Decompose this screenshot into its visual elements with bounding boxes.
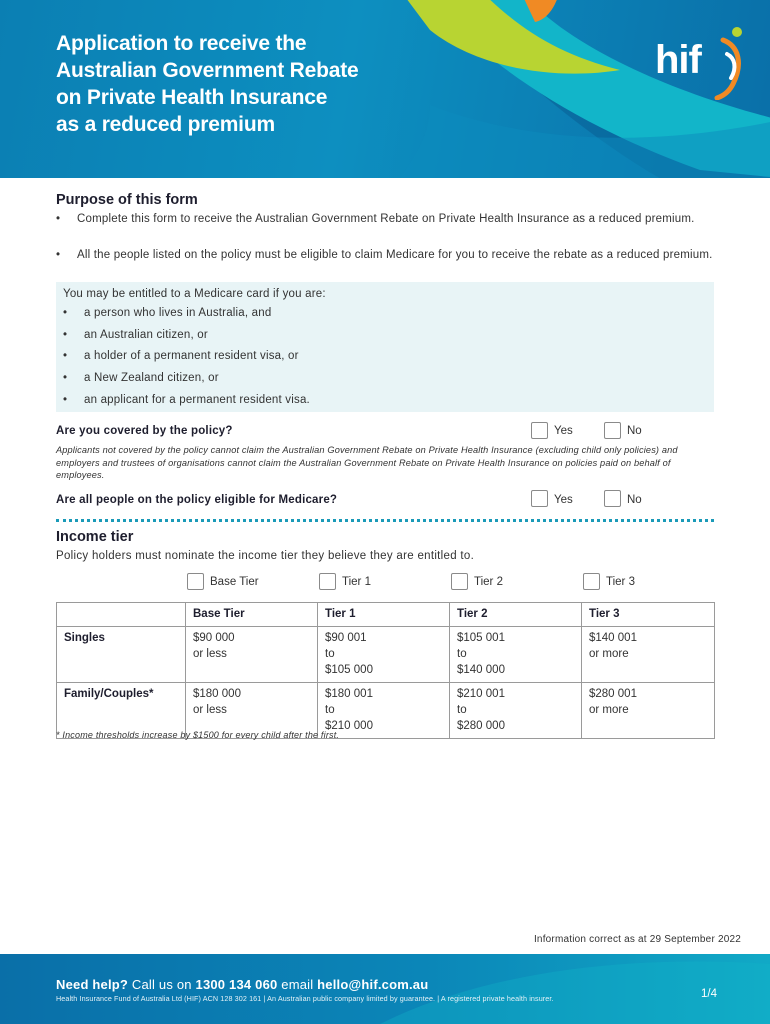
purpose-bullet-text: All the people listed on the policy must be eligible to claim Medicare for you to receive the rebate as a reduced premium.	[77, 249, 713, 261]
legal-text: Health Insurance Fund of Australia Ltd (HIF) ACN 128 302 161 | An Australian public company limited by guarantee. | A registered private health insurer.	[56, 994, 554, 1003]
call-text: Call us on	[131, 977, 192, 992]
tier-3-label: Tier 3	[606, 576, 635, 588]
email-link[interactable]: hello@hif.com.au	[317, 977, 429, 992]
purpose-bullet	[56, 248, 717, 263]
medicare-item-text: a holder of a permanent resident visa, or	[84, 350, 299, 362]
tier-2-checkbox[interactable]	[451, 573, 468, 590]
hif-logo-text: hif	[655, 38, 701, 82]
medicare-yes-checkbox[interactable]	[531, 490, 548, 507]
base-tier-checkbox[interactable]	[187, 573, 204, 590]
help-label: Need help?	[56, 977, 129, 992]
tier-3-checkbox[interactable]	[583, 573, 600, 590]
bullet-dot: •	[56, 213, 61, 225]
table-cell: $105 001 to $140 000	[450, 627, 582, 683]
tier-1-checkbox[interactable]	[319, 573, 336, 590]
table-header-cell: Tier 1	[318, 603, 450, 627]
table-cell: $140 001 or more	[582, 627, 715, 683]
table-header-cell: Tier 2	[450, 603, 582, 627]
table-header-row	[57, 603, 715, 627]
purpose-bullet	[56, 212, 717, 227]
form-title: Application to receive the Australian Government Rebate on Private Health Insurance as a reduced premium	[56, 32, 359, 136]
covered-no-label: No	[627, 425, 642, 437]
row-label: Family/Couples*	[57, 683, 186, 739]
phone-link[interactable]: 1300 134 060	[195, 977, 278, 992]
hif-figure-icon	[713, 24, 749, 100]
table-cell: $180 000 or less	[186, 683, 318, 739]
medicare-item: • a holder of a permanent resident visa, or	[63, 350, 299, 362]
medicare-item: • a person who lives in Australia, and	[63, 307, 272, 319]
medicare-item: • a New Zealand citizen, or	[63, 372, 219, 384]
table-header-cell: Base Tier	[186, 603, 318, 627]
medicare-question: Are all people on the policy eligible for Medicare?	[56, 494, 338, 506]
hif-logo	[655, 24, 750, 104]
table-cell: $210 001 to $280 000	[450, 683, 582, 739]
medicare-item-text: a New Zealand citizen, or	[84, 372, 219, 384]
covered-question: Are you covered by the policy?	[56, 425, 233, 437]
covered-note: Applicants not covered by the policy cannot claim the Australian Government Rebate on Private Health Insurance (excluding child only policies) and employers and trustees of organisations cannot claim the Australian Government Rebate on Private Health Insurance on policies paid on behalf of employees.	[56, 445, 678, 480]
table-row	[57, 627, 715, 683]
email-text: email	[281, 977, 314, 992]
covered-yes-checkbox[interactable]	[531, 422, 548, 439]
table-header-cell	[57, 603, 186, 627]
bullet-dot: •	[56, 249, 61, 261]
medicare-item: • an Australian citizen, or	[63, 329, 208, 341]
table-cell: $90 001 to $105 000	[318, 627, 450, 683]
medicare-yes-label: Yes	[554, 494, 573, 506]
help-line	[56, 977, 428, 992]
medicare-box-intro: You may be entitled to a Medicare card if you are:	[63, 288, 326, 300]
table-cell: $90 000 or less	[186, 627, 318, 683]
income-tier-heading: Income tier	[56, 529, 134, 545]
income-footnote: * Income thresholds increase by $1500 for every child after the first.	[56, 730, 340, 740]
tier-1-label: Tier 1	[342, 576, 371, 588]
base-tier-label: Base Tier	[210, 576, 259, 588]
medicare-item: • an applicant for a permanent resident visa.	[63, 394, 310, 406]
income-tier-table	[56, 602, 715, 739]
tier-2-label: Tier 2	[474, 576, 503, 588]
info-correct-date: Information correct as at 29 September 2022	[533, 934, 741, 945]
medicare-no-label: No	[627, 494, 642, 506]
row-label: Singles	[57, 627, 186, 683]
medicare-eligibility-box	[56, 282, 714, 412]
income-tier-subtext: Policy holders must nominate the income tier they believe they are entitled to.	[56, 550, 475, 562]
table-header-cell: Tier 3	[582, 603, 715, 627]
table-cell: $280 001 or more	[582, 683, 715, 739]
section-divider	[56, 519, 714, 522]
footer-banner	[0, 954, 770, 1024]
page-number: 1/4	[701, 988, 717, 1000]
medicare-item-text: a person who lives in Australia, and	[84, 307, 272, 319]
header-banner	[0, 0, 770, 178]
table-cell: $180 001 to $210 000	[318, 683, 450, 739]
medicare-item-text: an Australian citizen, or	[84, 329, 208, 341]
purpose-heading: Purpose of this form	[56, 192, 198, 208]
covered-yes-label: Yes	[554, 425, 573, 437]
medicare-item-text: an applicant for a permanent resident visa.	[84, 394, 310, 406]
purpose-bullet-text: Complete this form to receive the Australian Government Rebate on Private Health Insurance as a reduced premium.	[77, 213, 695, 225]
medicare-no-checkbox[interactable]	[604, 490, 621, 507]
covered-no-checkbox[interactable]	[604, 422, 621, 439]
